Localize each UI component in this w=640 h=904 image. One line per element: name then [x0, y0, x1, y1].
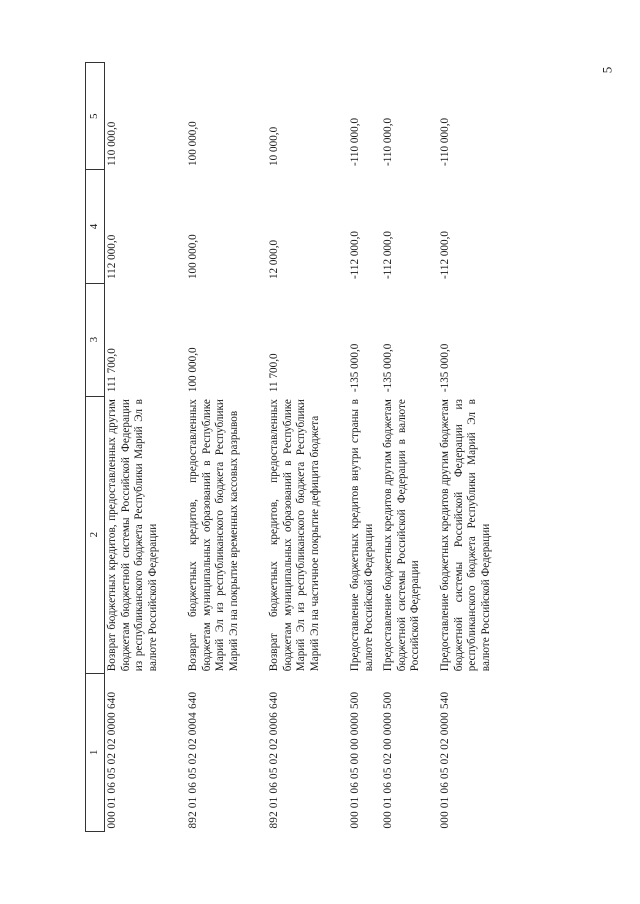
table-row [105, 63, 187, 832]
row-code: 892 01 06 05 02 02 0004 640 [187, 691, 199, 829]
table-row [348, 63, 381, 832]
header-col-4: 4 [86, 170, 105, 283]
header-col-1: 1 [86, 673, 105, 831]
table-row [267, 63, 348, 832]
row-value-col3: 11 700,0 [268, 353, 280, 393]
row-code: 000 01 06 05 02 00 0000 500 [382, 691, 394, 829]
row-name: Возврат бюджетных кредитов, предоставленных бюджетам муниципальных образований в Республике Марий Эл из республиканского бюджета Республики Марий Эл на частичное покрытие дефицита бюджета [268, 399, 321, 672]
row-code: 000 01 06 05 02 02 0000 640 [106, 691, 118, 829]
page-number: 5 [599, 66, 615, 74]
row-code: 000 01 06 05 02 02 0000 540 [439, 691, 451, 829]
row-name: Предоставление бюджетных кредитов другим бюджетам бюджетной системы Российской Федерации из республиканского бюджета Республики Марий Эл в валюте Российской Федерации [439, 399, 492, 672]
row-code: 892 01 06 05 02 02 0006 640 [268, 691, 280, 829]
row-value-col5: -110 000,0 [349, 117, 361, 166]
header-row [86, 63, 105, 832]
rotated-table-container [85, 62, 525, 832]
row-value-col4: -112 000,0 [349, 230, 361, 280]
row-name: Предоставление бюджетных кредитов внутри страны в валюте Российской Федерации [349, 399, 375, 672]
row-value-col3: -135 000,0 [382, 343, 394, 393]
row-name: Предоставление бюджетных кредитов другим бюджетам бюджетной системы Российской Федерации в валюте Российской Федерации [382, 399, 422, 672]
row-value-col4: -112 000,0 [382, 230, 394, 280]
table-row [186, 63, 267, 832]
row-value-col5: 110 000,0 [106, 121, 118, 166]
header-col-3: 3 [86, 283, 105, 396]
row-value-col5: -110 000,0 [382, 117, 394, 166]
row-value-col3: -135 000,0 [439, 343, 451, 393]
row-value-col4: 112 000,0 [106, 234, 118, 280]
row-value-col3: 111 700,0 [106, 348, 118, 393]
row-value-col4: 100 000,0 [187, 234, 199, 280]
table-row [381, 63, 438, 832]
row-value-col5: 10 000,0 [268, 126, 280, 166]
row-value-col3: 100 000,0 [187, 347, 199, 393]
row-value-col5: -110 000,0 [439, 117, 451, 166]
header-col-2: 2 [86, 396, 105, 673]
row-name: Возврат бюджетных кредитов, предоставленных другим бюджетам бюджетной системы Российской Федерации из республиканского бюджета Республики Марий Эл в валюте Российской Федерации [106, 399, 159, 672]
row-value-col4: 12 000,0 [268, 239, 280, 280]
row-code: 000 01 06 05 00 00 0000 500 [349, 691, 361, 829]
row-value-col3: -135 000,0 [349, 343, 361, 393]
header-col-5: 5 [86, 63, 105, 170]
budget-table [85, 62, 519, 832]
row-name: Возврат бюджетных кредитов, предоставленных бюджетам муниципальных образований в Республике Марий Эл из республиканского бюджета Республики Марий Эл на покрытие временных кассовых разрывов [187, 399, 240, 672]
row-value-col5: 100 000,0 [187, 121, 199, 166]
row-value-col4: -112 000,0 [439, 230, 451, 280]
table-row [438, 63, 519, 832]
